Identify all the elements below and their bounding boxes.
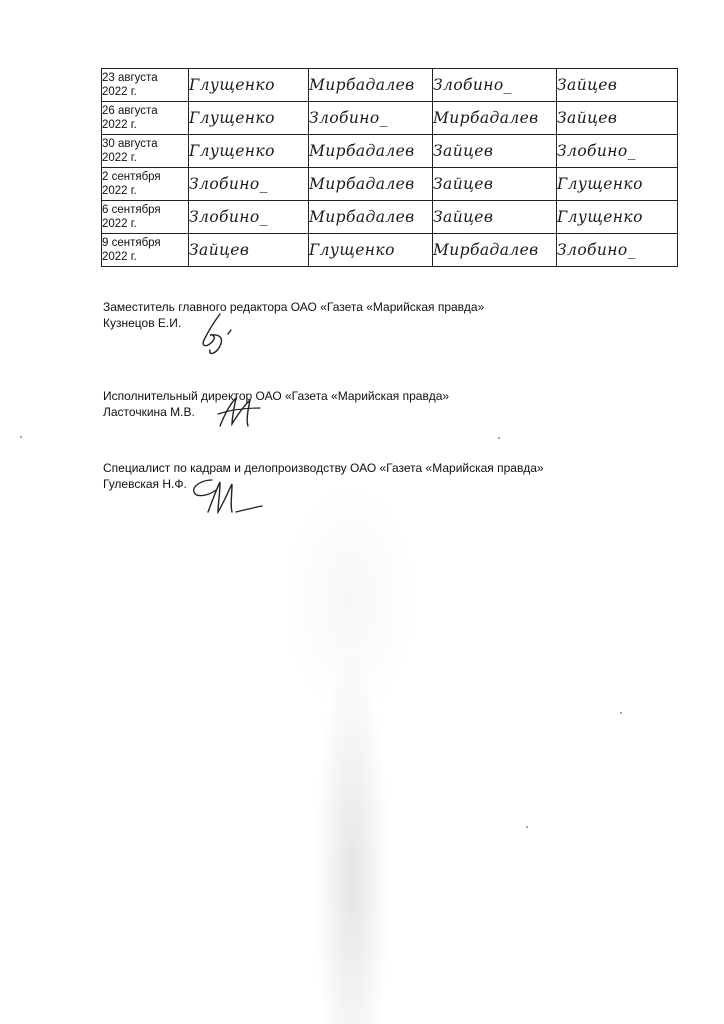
signatory-position: Специалист по кадрам и делопроизводству ОАО «Газета «Марийская правда» xyxy=(103,461,544,475)
date-cell xyxy=(102,102,189,135)
table-row xyxy=(102,69,678,102)
scan-speck xyxy=(498,437,500,439)
handwritten-name-cell: Зайцев xyxy=(433,201,557,234)
signatory-position: Заместитель главного редактора ОАО «Газета «Марийская правда» xyxy=(103,300,485,314)
scan-speck xyxy=(20,436,22,438)
date-cell xyxy=(102,201,189,234)
handwritten-name-cell: Мирбадалев xyxy=(433,102,557,135)
date-year-text: 2022 г. xyxy=(102,251,137,263)
date-cell xyxy=(102,69,189,102)
signatory-name: Гулевская Н.Ф. xyxy=(103,477,187,491)
date-year-text: 2022 г. xyxy=(102,218,137,230)
date-text: 9 сентября xyxy=(102,237,161,249)
handwritten-name-cell: Мирбадалев xyxy=(309,168,433,201)
scan-speck xyxy=(620,712,622,714)
table-row xyxy=(102,201,678,234)
date-text: 6 сентября xyxy=(102,204,161,216)
handwritten-name-cell: Мирбадалев xyxy=(309,201,433,234)
date-cell xyxy=(102,168,189,201)
scan-speck xyxy=(526,826,528,828)
duty-schedule-table xyxy=(101,68,678,267)
date-text: 23 августа xyxy=(102,72,158,84)
signatory-block xyxy=(103,388,449,420)
handwritten-name-cell: Глущенко xyxy=(309,234,433,267)
date-year-text: 2022 г. xyxy=(102,152,137,164)
date-text: 30 августа xyxy=(102,138,158,150)
date-cell xyxy=(102,135,189,168)
table-row xyxy=(102,102,678,135)
handwritten-name-cell: Зайцев xyxy=(433,135,557,168)
handwritten-name-cell: Глущенко xyxy=(557,201,678,234)
handwritten-name-cell: Мирбадалев xyxy=(433,234,557,267)
handwritten-name-cell: Глущенко xyxy=(189,135,309,168)
handwritten-name-cell: Злобино_ xyxy=(557,234,678,267)
date-year-text: 2022 г. xyxy=(102,119,137,131)
handwritten-name-cell: Зайцев xyxy=(189,234,309,267)
signatory-name: Кузнецов Е.И. xyxy=(103,316,182,330)
table-row xyxy=(102,168,678,201)
handwritten-name-cell: Зайцев xyxy=(557,69,678,102)
date-text: 26 августа xyxy=(102,105,158,117)
handwritten-name-cell: Злобино_ xyxy=(189,201,309,234)
handwritten-name-cell: Мирбадалев xyxy=(309,69,433,102)
handwritten-name-cell: Глущенко xyxy=(189,69,309,102)
signatory-position: Исполнительный директор ОАО «Газета «Марийская правда» xyxy=(103,389,450,403)
handwritten-name-cell: Злобино_ xyxy=(557,135,678,168)
handwritten-name-cell: Зайцев xyxy=(433,168,557,201)
handwritten-name-cell: Злобино_ xyxy=(189,168,309,201)
date-text: 2 сентября xyxy=(102,171,161,183)
table-row xyxy=(102,234,678,267)
table-row xyxy=(102,135,678,168)
signatory-block xyxy=(103,460,544,492)
handwritten-name-cell: Зайцев xyxy=(557,102,678,135)
handwritten-name-cell: Глущенко xyxy=(189,102,309,135)
signatory-name: Ласточкина М.В. xyxy=(103,405,195,419)
handwritten-name-cell: Мирбадалев xyxy=(309,135,433,168)
handwritten-name-cell: Глущенко xyxy=(557,168,678,201)
date-cell xyxy=(102,234,189,267)
handwritten-name-cell: Злобино_ xyxy=(433,69,557,102)
date-year-text: 2022 г. xyxy=(102,86,137,98)
date-year-text: 2022 г. xyxy=(102,185,137,197)
signatory-block xyxy=(103,299,484,331)
handwritten-name-cell: Злобино_ xyxy=(309,102,433,135)
